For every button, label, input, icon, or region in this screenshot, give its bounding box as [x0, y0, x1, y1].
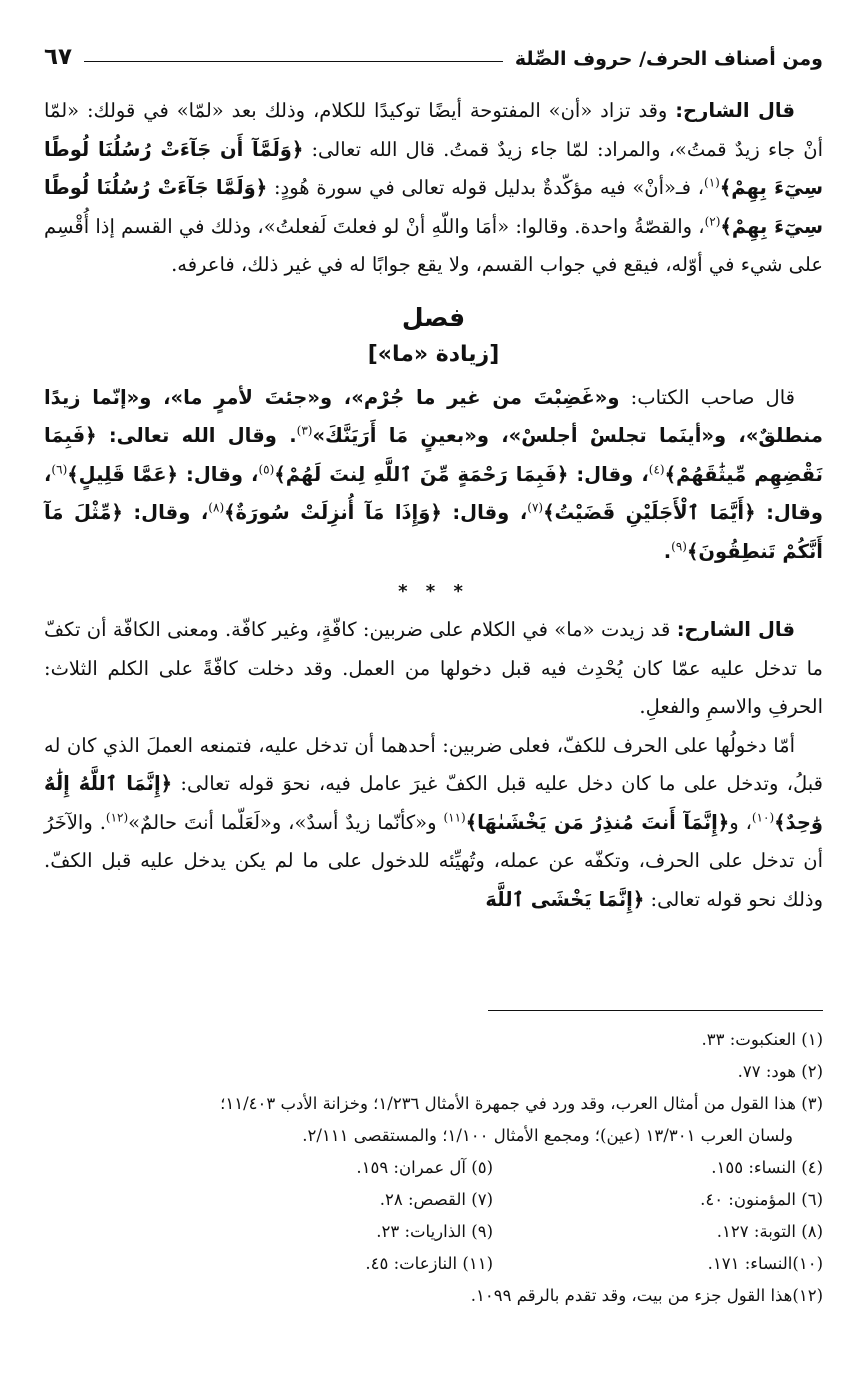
text-run: ، والقصّةُ واحدة. وقالوا: «أمَا واللّهِ أنْ لو فعلتَ لَفعلتُ»، وذلك في القسم إذا أُقْسِم على شيء في أوّله، فيقع في جواب القسم، ولا يقع جوابًا له في غير ذلك، فاعرفه. [44, 214, 823, 276]
footnote-ref[interactable]: (٢) [704, 214, 721, 228]
footnote-11: (١١) النازعات: ٤٥. [365, 1254, 493, 1273]
commentary-paragraph-1 [44, 92, 823, 285]
text-run: ، وقال: [44, 462, 824, 524]
footnote-5: (٥) آل عمران: ١٥٩. [356, 1158, 493, 1177]
quran-verse: ﴿إِنَّمَا ٱللَّهُ إِلَٰهٌ وَٰحِدٌ﴾ [44, 772, 823, 834]
text-run: أمّا دخولُها على الحرف للكفّ، فعلى ضربين: أحدهما أن تدخل عليه، فتمنعه العملَ الذي كان له قبلُ، وتدخل على ما كان دخل عليه قبل الكفّ غيرَ عامل فيه، نحوَ قوله تعالى: [44, 733, 823, 795]
text-run: . [663, 539, 672, 563]
section-subtitle: [زيادة «ما»] [367, 341, 500, 367]
text-run: قد زيدت «ما» في الكلام على ضربين: كافّةٍ، وغير كافّة. ومعنى الكافّة أن تكفّ ما تدخل عليه عمّا كان يُحْدِث فيه قبل دخولها من العمل. وقد دخلت كافّةً على الكلم الثلاث: الحرفِ والاسمِ والفعلِ. [44, 618, 823, 718]
footnote-ref[interactable]: (١٠) [751, 810, 775, 824]
quran-verse: ﴿فَبِمَا رَحْمَةٍ مِّنَ ٱللَّهِ لِنتَ لَهُمْ﴾ [274, 462, 569, 486]
quran-verse: ﴿وَلَمَّا جَآءَتْ رُسُلُنَا لُوطًا سِيٓءَ بِهِمْ﴾ [44, 176, 823, 238]
quran-verse: ﴿وَلَمَّآ أَن جَآءَتْ رُسُلُنَا لُوطًا سِيٓءَ بِهِمْ﴾ [44, 137, 824, 199]
footnote-3-continued: ولسان العرب ١٣/٣٠١ (عين)؛ ومجمع الأمثال ١/١٠٠؛ والمستقصى ٢/١١١. [302, 1126, 793, 1145]
example-text: و«غَضِبْتَ من غير ما جُرْم»، و«جئتَ لأمرٍ ما»، و«إنّما زيدًا منطلقٌ»، و«أينَما تجلسْ أجلسْ»، و«بعينٍ مَا أَرَيَنَّكَ» [44, 385, 823, 447]
footnote-ref[interactable]: (١١) [443, 810, 466, 824]
running-title: ومن أصناف الحرف/ حروف الصِّلة [514, 48, 823, 70]
speaker-label: قال الشارح: [675, 99, 795, 122]
running-header [44, 30, 823, 70]
text-run: . والآخَرُ أن تدخل على الحرف، وتكفّه عن عمله، وتُهيِّئه للدخول على ما لم يكن يدخل عليه قبل الكفّ. وذلك نحو قوله تعالى: [44, 810, 823, 911]
footnote-ref[interactable]: (٦) [51, 462, 68, 476]
author-paragraph [44, 379, 823, 572]
section-title: فصل [401, 302, 466, 332]
asterisk-separator: * * * [398, 581, 469, 602]
text-run: وقد تزاد «أن» المفتوحة أيضًا توكيدًا للكلام، وذلك بعد «لمّا» في قولك: «لمّا أنْ جاء زيدٌ قمتُ»، والمراد: لمّا جاء زيدٌ قمتُ. قال الله تعالى: [44, 99, 823, 161]
text-run: قال صاحب الكتاب: [619, 385, 795, 409]
footnote-ref[interactable]: (٣) [296, 423, 313, 438]
text-run: ، وقال: [568, 462, 649, 486]
quran-verse: ﴿وَإِذَا مَآ أُنزِلَتْ سُورَةٌ﴾ [224, 501, 442, 524]
book-page [44, 30, 823, 1340]
footnote-7: (٧) القصص: ٢٨. [379, 1190, 493, 1209]
footnote-row [44, 1216, 823, 1248]
footnote-rule [488, 1010, 823, 1011]
footnote-1: (١) العنكبوت: ٣٣. [701, 1030, 823, 1049]
footnote-12: (١٢)هذا القول جزء من بيت، وقد تقدم بالرقم ١٠٩٩. [470, 1286, 823, 1305]
quran-verse: ﴿إِنَّمَآ أَنتَ مُنذِرُ مَن يَخْشَىٰهَا﴾ [465, 810, 730, 834]
footnotes [44, 1024, 823, 1312]
footnote-ref[interactable]: (٩) [671, 539, 687, 553]
commentary-paragraph-3 [44, 727, 823, 920]
text-run: . وقال الله تعالى: [96, 424, 297, 447]
footnote-ref[interactable]: (٤) [648, 462, 665, 476]
text-run: ، وقال: [177, 462, 259, 486]
quran-verse: ﴿عَمَّا قَلِيلٍ﴾ [67, 462, 178, 486]
main-text [44, 92, 823, 919]
text-run: و«كأنّما زيدٌ أسدٌ»، و«لَعَلّما أنتَ حالمٌ» [128, 810, 444, 834]
text-run: ، وقال: [122, 501, 209, 524]
footnote-ref[interactable]: (٨) [208, 500, 225, 515]
footnote-row [44, 1152, 823, 1184]
footnote-ref[interactable]: (٥) [258, 462, 275, 476]
header-rule [84, 61, 503, 62]
footnote-10: (١٠)النساء: ١٧١. [707, 1254, 823, 1273]
footnote-3: (٣) هذا القول من أمثال العرب، وقد ورد في جمهرة الأمثال ١/٢٣٦؛ وخزانة الأدب ١١/٤٠٣؛ [220, 1094, 823, 1113]
quran-verse: ﴿أَيَّمَا ٱلْأَجَلَيْنِ قَضَيْتُ﴾ [543, 501, 756, 524]
footnote-row [44, 1248, 823, 1280]
footnote-ref[interactable]: (١٢) [105, 810, 129, 824]
quran-verse: ﴿إِنَّمَا يَخْشَى ٱللَّهَ [485, 887, 645, 911]
text-run: ، وقال: [441, 501, 528, 524]
commentary-paragraph-2 [44, 611, 823, 727]
footnote-ref[interactable]: (٧) [527, 500, 544, 515]
footnote-4: (٤) النساء: ١٥٥. [711, 1158, 823, 1177]
speaker-label: قال الشارح: [676, 618, 795, 641]
text-run: ، فـ«أنْ» فيه مؤكّدةٌ بدليل قوله تعالى في سورة هُودٍ: [267, 176, 705, 199]
footnote-9: (٩) الذاريات: ٢٣. [376, 1222, 493, 1241]
quran-verse: ﴿مِّثْلَ مَآ أَنَّكُمْ تَنطِقُونَ﴾ [44, 501, 823, 563]
text-run: ، و [729, 810, 752, 834]
footnote-6: (٦) المؤمنون: ٤٠. [700, 1190, 823, 1209]
footnote-ref[interactable]: (١) [704, 175, 720, 190]
footnote-8: (٨) التوبة: ١٢٧. [716, 1222, 823, 1241]
page-number: ٦٧ [44, 44, 73, 70]
footnote-2: (٢) هود: ٧٧. [737, 1062, 823, 1081]
footnote-row [44, 1184, 823, 1216]
quran-verse: ﴿فَبِمَا نَقْضِهِم مِّيثَٰقَهُمْ﴾ [44, 424, 824, 486]
